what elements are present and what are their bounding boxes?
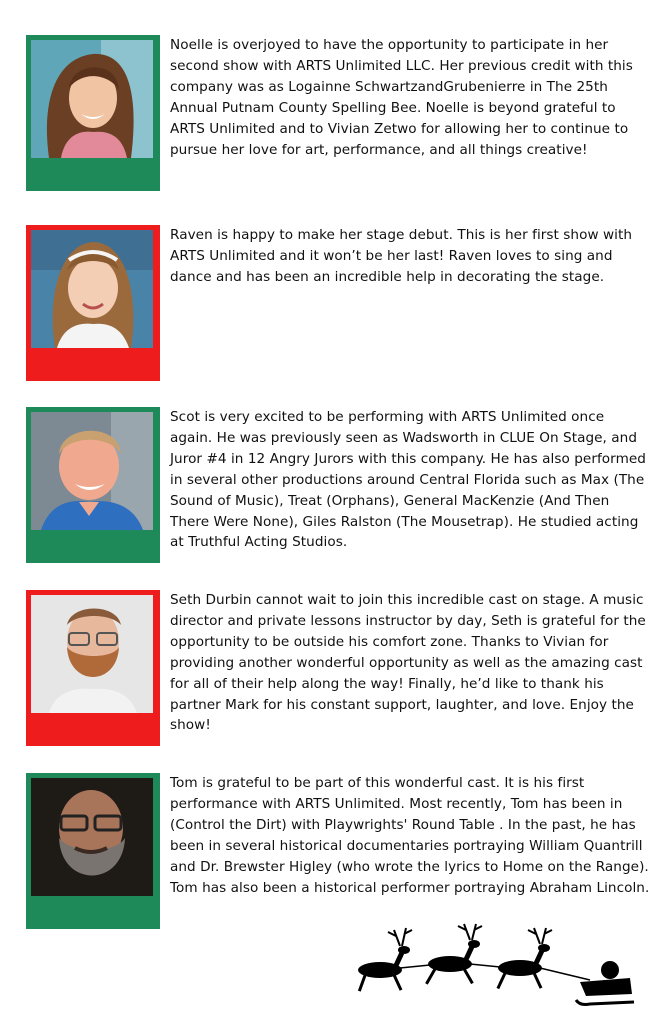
bio-text: Noelle is overjoyed to have the opportunity to participate in her second show with ARTS Unlimited LLC. Her previous credit with this company was as Logainne SchwartzandGrubenierre in The 25th Annual Putnam County Spelling Bee. Noelle is beyond grateful to ARTS Unlimited and to Vivian Zetwo for allowing her to continue to pursue her love for art, performance, and all things creative! <box>170 37 633 158</box>
bio-text: Scot is very excited to be performing with ARTS Unlimited once again. He was previously seen as Wadsworth in CLUE On Stage, and Juror #4 in 12 Angry Jurors with this company. He has also performed in several other productions around Central Florida such as Max (The Sound of Music), Treat (Orphans), General MacKenzie (And Then There Were None), Giles Ralston (The Mousetrap). He studied acting at Truthful Acting Studios. <box>170 409 646 551</box>
bio-text: Seth Durbin cannot wait to join this incredible cast on stage. A music director and private lessons instructor by day, Seth is grateful for the opportunity to be outside his comfort zone. Thanks to Vivian for providing another wonderful opportunity as well as the amazing cast for all of their help along the way! Finally, he’d like to thank his partner Mark for his constant support, laughter, and love. Enjoy the show! <box>170 592 646 734</box>
photo-frame <box>26 590 160 746</box>
bio-text: Raven is happy to make her stage debut. This is her first show with ARTS Unlimited and it won’t be her last! Raven loves to sing and dance and has been an incredible help in decorating the stage. <box>170 227 633 285</box>
photo-frame <box>26 407 160 563</box>
bio-text: Tom is grateful to be part of this wonderful cast. It is his first performance with ARTS Unlimited. Most recently, Tom has been in (Control the Dirt) with Playwrights' Round Table . In the past, he has been in several historical documentaries portraying William Quantrill and Dr. Brewster Higley (who wrote the lyrics to Home on the Range). Tom has also been a historical performer portraying Abraham Lincoln. <box>170 775 650 896</box>
photo-frame <box>26 225 160 381</box>
headshot-photo <box>31 40 153 158</box>
reindeer-sleigh-silhouette-icon <box>340 922 640 1008</box>
headshot-photo <box>31 778 153 896</box>
photo-frame <box>26 773 160 929</box>
headshot-photo <box>31 230 153 348</box>
headshot-photo <box>31 412 153 530</box>
photo-frame <box>26 35 160 191</box>
headshot-photo <box>31 595 153 713</box>
